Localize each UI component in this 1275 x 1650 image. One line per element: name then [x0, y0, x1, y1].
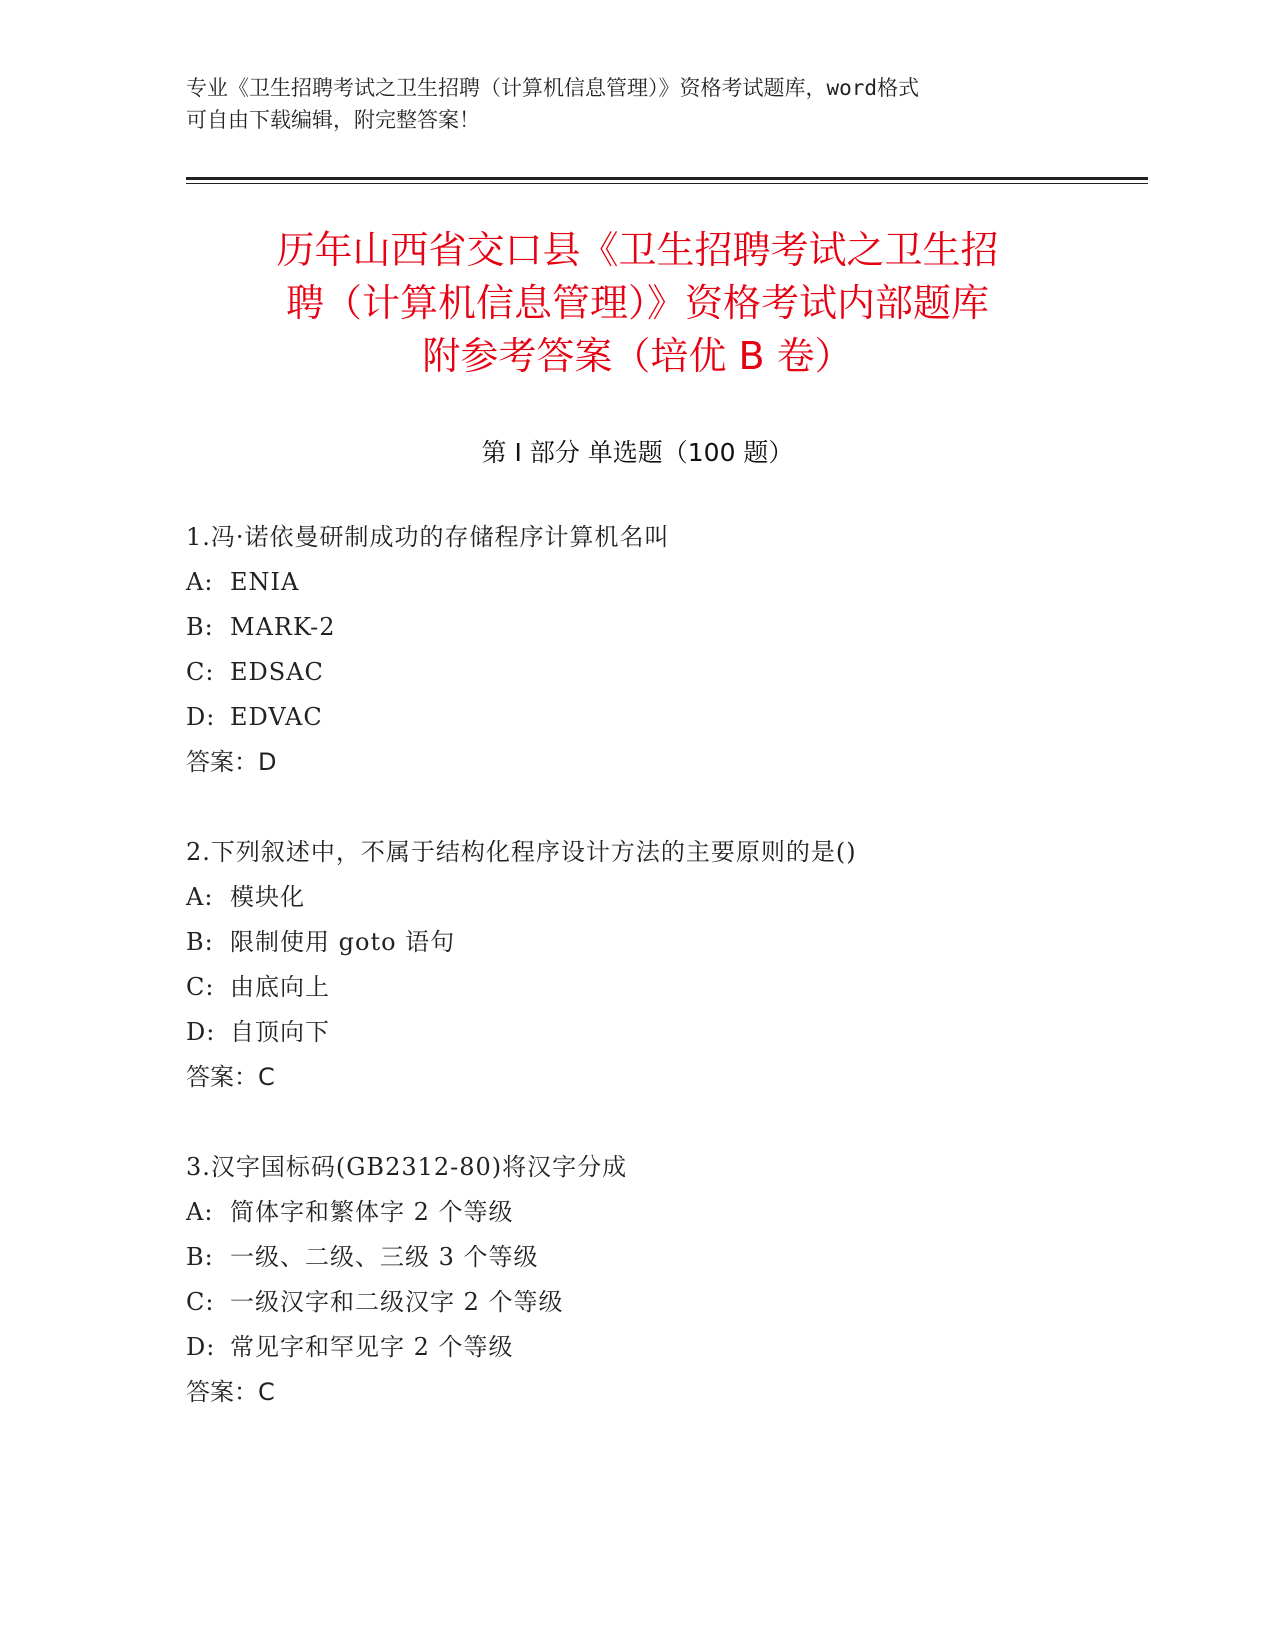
header-divider	[186, 177, 1148, 180]
header-divider-thin	[186, 183, 1148, 184]
question-stem: 3.汉字国标码(GB2312-80)将汉字分成	[186, 1153, 628, 1181]
option-text: EDSAC	[230, 658, 324, 686]
option-a	[186, 875, 1136, 920]
option-c	[186, 965, 1136, 1010]
option-b	[186, 920, 1136, 965]
option-label: C:	[186, 1288, 215, 1316]
option-text: MARK-2	[230, 613, 336, 641]
question-1	[186, 515, 1136, 785]
document-title	[140, 224, 1135, 383]
option-label: D:	[186, 703, 216, 731]
option-label: A:	[186, 1198, 214, 1226]
option-label: C:	[186, 658, 215, 686]
option-text: ENIA	[230, 568, 300, 596]
option-c	[186, 1280, 1136, 1325]
answer: 答案：C	[186, 1378, 275, 1406]
option-text: EDVAC	[230, 703, 323, 731]
option-d	[186, 1325, 1136, 1370]
option-b	[186, 1235, 1136, 1280]
option-label: A:	[186, 883, 214, 911]
answer: 答案：C	[186, 1063, 275, 1091]
question-2	[186, 830, 1136, 1100]
option-text: 一级汉字和二级汉字 2 个等级	[230, 1288, 564, 1316]
document-title-line: 附参考答案（培优 B 卷）	[422, 334, 853, 378]
option-text: 自顶向下	[230, 1018, 330, 1046]
option-text: 常见字和罕见字 2 个等级	[230, 1333, 514, 1361]
option-label: D:	[186, 1333, 216, 1361]
document-title-line: 历年山西省交口县《卫生招聘考试之卫生招	[276, 228, 999, 272]
header-note-line: 专业《卫生招聘考试之卫生招聘（计算机信息管理）》资格考试题库，word格式	[186, 76, 920, 100]
answer: 答案：D	[186, 748, 277, 776]
option-text: 模块化	[230, 883, 305, 911]
option-b	[186, 605, 1136, 650]
question-3	[186, 1145, 1136, 1415]
option-a	[186, 560, 1136, 605]
document-title-line: 聘（计算机信息管理）》资格考试内部题库	[285, 281, 989, 325]
option-text: 由底向上	[230, 973, 330, 1001]
option-label: B:	[186, 928, 214, 956]
option-label: C:	[186, 973, 215, 1001]
option-c	[186, 650, 1136, 695]
option-text: 一级、二级、三级 3 个等级	[230, 1243, 539, 1271]
header-note	[186, 72, 1066, 136]
option-label: D:	[186, 1018, 216, 1046]
question-stem: 2.下列叙述中，不属于结构化程序设计方法的主要原则的是()	[186, 838, 857, 866]
option-d	[186, 695, 1136, 740]
section-heading: 第 I 部分 单选题（100 题）	[481, 438, 794, 467]
option-text: 简体字和繁体字 2 个等级	[230, 1198, 514, 1226]
option-d	[186, 1010, 1136, 1055]
option-text: 限制使用 goto 语句	[230, 928, 456, 956]
question-stem: 1.冯·诺依曼研制成功的存储程序计算机名叫	[186, 523, 670, 551]
option-a	[186, 1190, 1136, 1235]
option-label: B:	[186, 1243, 214, 1271]
header-note-line: 可自由下载编辑，附完整答案！	[186, 108, 480, 132]
option-label: B:	[186, 613, 214, 641]
option-label: A:	[186, 568, 214, 596]
